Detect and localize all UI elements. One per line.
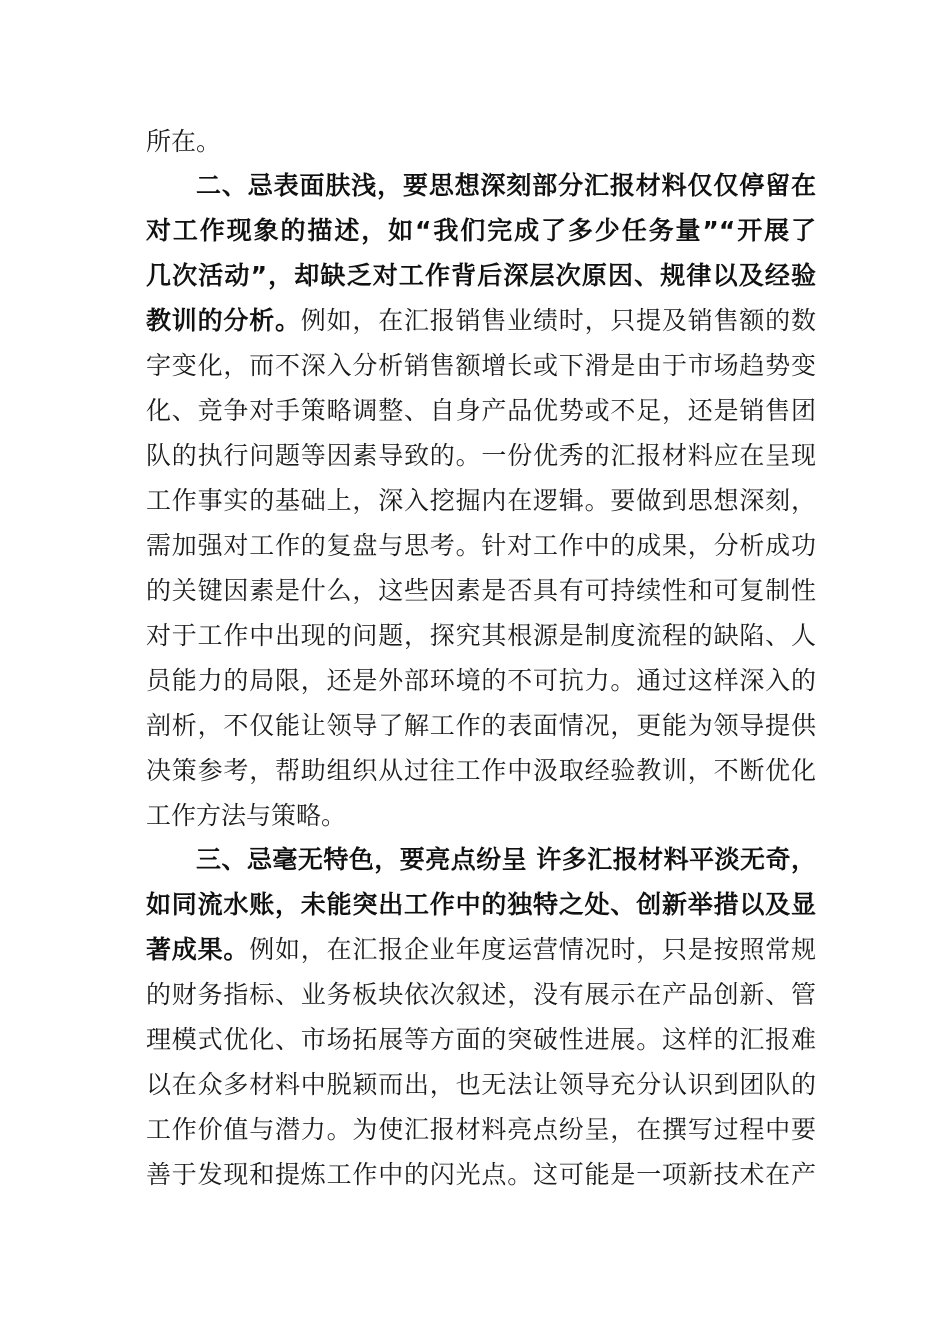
text-line: 员能力的局限，还是外部环境的不可抗力。通过这样深入的 [146, 666, 816, 695]
text-line: 如同流水账，未能突出工作中的独特之处、创新举措以及显 [146, 890, 816, 919]
text-line: 对工作现象的描述，如“我们完成了多少任务量”“开展了 [146, 216, 816, 245]
text-line: 工作事实的基础上，深入挖掘内在逻辑。要做到思想深刻， [146, 486, 816, 515]
text-line: 决策参考，帮助组织从过往工作中汲取经验教训，不断优化 [146, 756, 816, 785]
text-line: 以在众多材料中脱颖而出，也无法让领导充分认识到团队的 [146, 1070, 816, 1099]
text-line: 著成果。例如，在汇报企业年度运营情况时，只是按照常规 [146, 935, 816, 964]
text-line: 的财务指标、业务板块依次叙述，没有展示在产品创新、管 [146, 980, 816, 1009]
text-line: 工作价值与潜力。为使汇报材料亮点纷呈，在撰写过程中要 [146, 1115, 816, 1144]
text-line: 化、竞争对手策略调整、自身产品优势或不足，还是销售团 [146, 396, 816, 425]
text-line: 善于发现和提炼工作中的闪光点。这可能是一项新技术在产 [146, 1160, 816, 1189]
text-line: 工作方法与策略。 [146, 801, 347, 830]
text-line: 所在。 [146, 127, 222, 156]
text-line: 理模式优化、市场拓展等方面的突破性进展。这样的汇报难 [146, 1025, 816, 1054]
section-heading: 三、忌毫无特色，要亮点纷呈 许多汇报材料平淡无奇， [196, 845, 816, 874]
text-line: 队的执行问题等因素导致的。一份优秀的汇报材料应在呈现 [146, 441, 816, 470]
text-line: 教训的分析。例如，在汇报销售业绩时，只提及销售额的数 [146, 306, 816, 335]
text-line: 字变化，而不深入分析销售额增长或下滑是由于市场趋势变 [146, 351, 816, 380]
text-line: 几次活动”，却缺乏对工作背后深层次原因、规律以及经验 [146, 261, 816, 290]
text-line: 对于工作中出现的问题，探究其根源是制度流程的缺陷、人 [146, 621, 816, 650]
text-line: 剖析，不仅能让领导了解工作的表面情况，更能为领导提供 [146, 711, 816, 740]
text-line: 需加强对工作的复盘与思考。针对工作中的成果，分析成功 [146, 531, 816, 560]
section-heading: 二、忌表面肤浅，要思想深刻部分汇报材料仅仅停留在 [196, 171, 816, 200]
text-line: 的关键因素是什么，这些因素是否具有可持续性和可复制性 [146, 576, 816, 605]
